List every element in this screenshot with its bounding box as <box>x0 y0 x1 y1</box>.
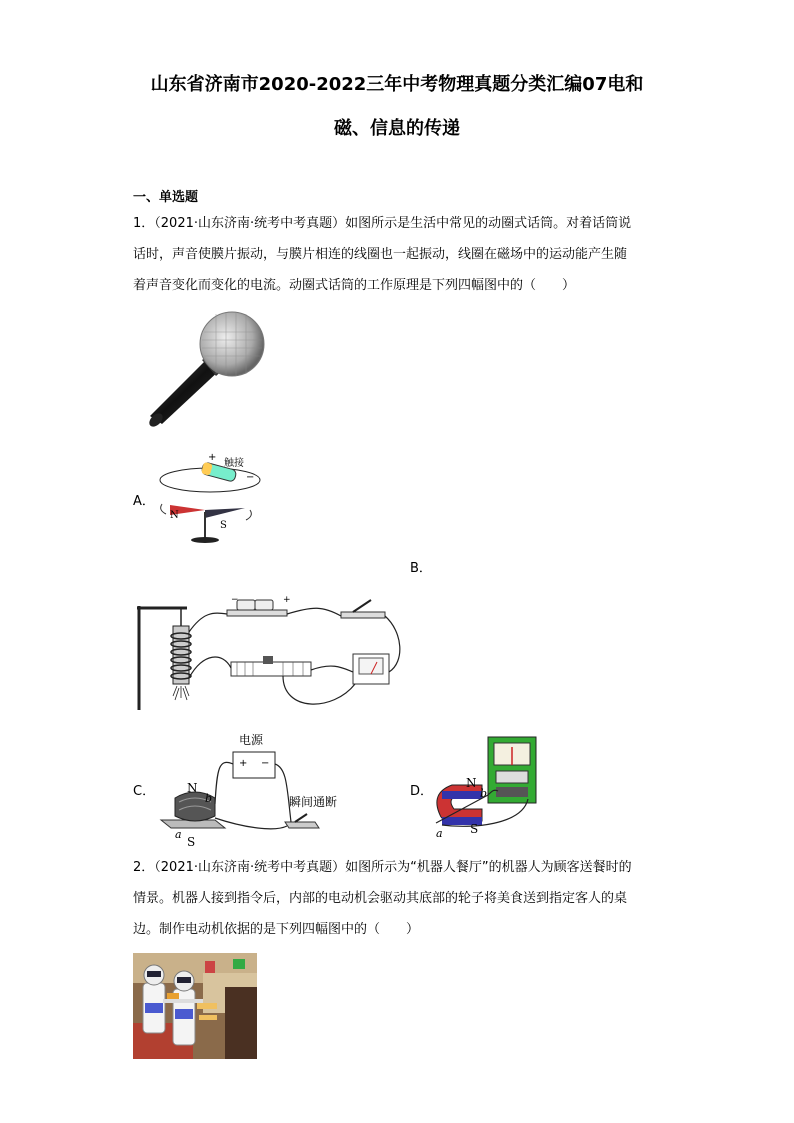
q1-line2: 话时，声音使膜片振动，与膜片相连的线圈也一起振动，线圈在磁场中的运动能产生随 <box>133 247 628 262</box>
fig-d-b: b <box>480 787 488 800</box>
fig-a-s: S <box>220 520 227 531</box>
fig-c-b: b <box>205 792 213 805</box>
fig-c-s: S <box>187 835 196 848</box>
fig-c-power: 电源 <box>239 733 264 747</box>
q2-line1: 2．（2021·山东济南·统考中考真题）如图所示为“机器人餐厅”的机器人为顾客送餐时的 <box>133 860 632 875</box>
option-a-label: A． <box>133 494 155 509</box>
q1-line1: 1．（2021·山东济南·统考中考真题）如图所示是生活中常见的动圈式话筒。对着话筒说 <box>133 216 632 231</box>
option-d-label: D． <box>410 784 434 799</box>
q1-line3: 着声音变化而变化的电流。动圈式话筒的工作原理是下列四幅图中的（ ） <box>133 278 576 293</box>
q2-line3: 边。制作电动机依据的是下列四幅图中的（ ） <box>133 922 420 937</box>
fig-a-minus: − <box>246 472 255 483</box>
doc-title-line1: 山东省济南市2020-2022三年中考物理真题分类汇编07电和 <box>150 74 644 95</box>
fig-a-plus: + <box>208 452 217 463</box>
q2-line2: 情景。机器人接到指令后，内部的电动机会驱动其底部的轮子将美食送到指定客人的桌 <box>133 891 628 906</box>
fig-c-minus: − <box>261 758 270 769</box>
fig-a-touch: 触接 <box>224 458 244 469</box>
section-heading: 一、单选题 <box>133 190 199 205</box>
microphone-image <box>140 308 270 428</box>
figure-a-oersted <box>150 450 270 550</box>
fig-c-n: N <box>187 781 198 795</box>
fig-d-a: a <box>436 827 443 840</box>
question-1-text <box>133 208 661 301</box>
fig-c-a: a <box>175 828 182 841</box>
figure-b-electromagnet <box>133 592 413 717</box>
fig-c-plus: + <box>239 758 248 769</box>
question-2-text <box>133 852 661 945</box>
fig-a-n: N <box>170 510 179 521</box>
figure-d-generator <box>432 735 572 840</box>
robot-restaurant-photo <box>133 953 257 1059</box>
doc-title-line2: 磁、信息的传递 <box>334 118 460 139</box>
option-b-label: B． <box>410 561 432 576</box>
fig-b-plus: + <box>283 595 291 605</box>
fig-b-minus: − <box>231 595 239 605</box>
fig-d-s: S <box>470 822 479 836</box>
option-c-label: C． <box>133 784 156 799</box>
figure-c-induction <box>155 728 365 848</box>
fig-c-switch: 瞬间通断 <box>289 795 338 809</box>
fig-d-n: N <box>466 776 477 790</box>
